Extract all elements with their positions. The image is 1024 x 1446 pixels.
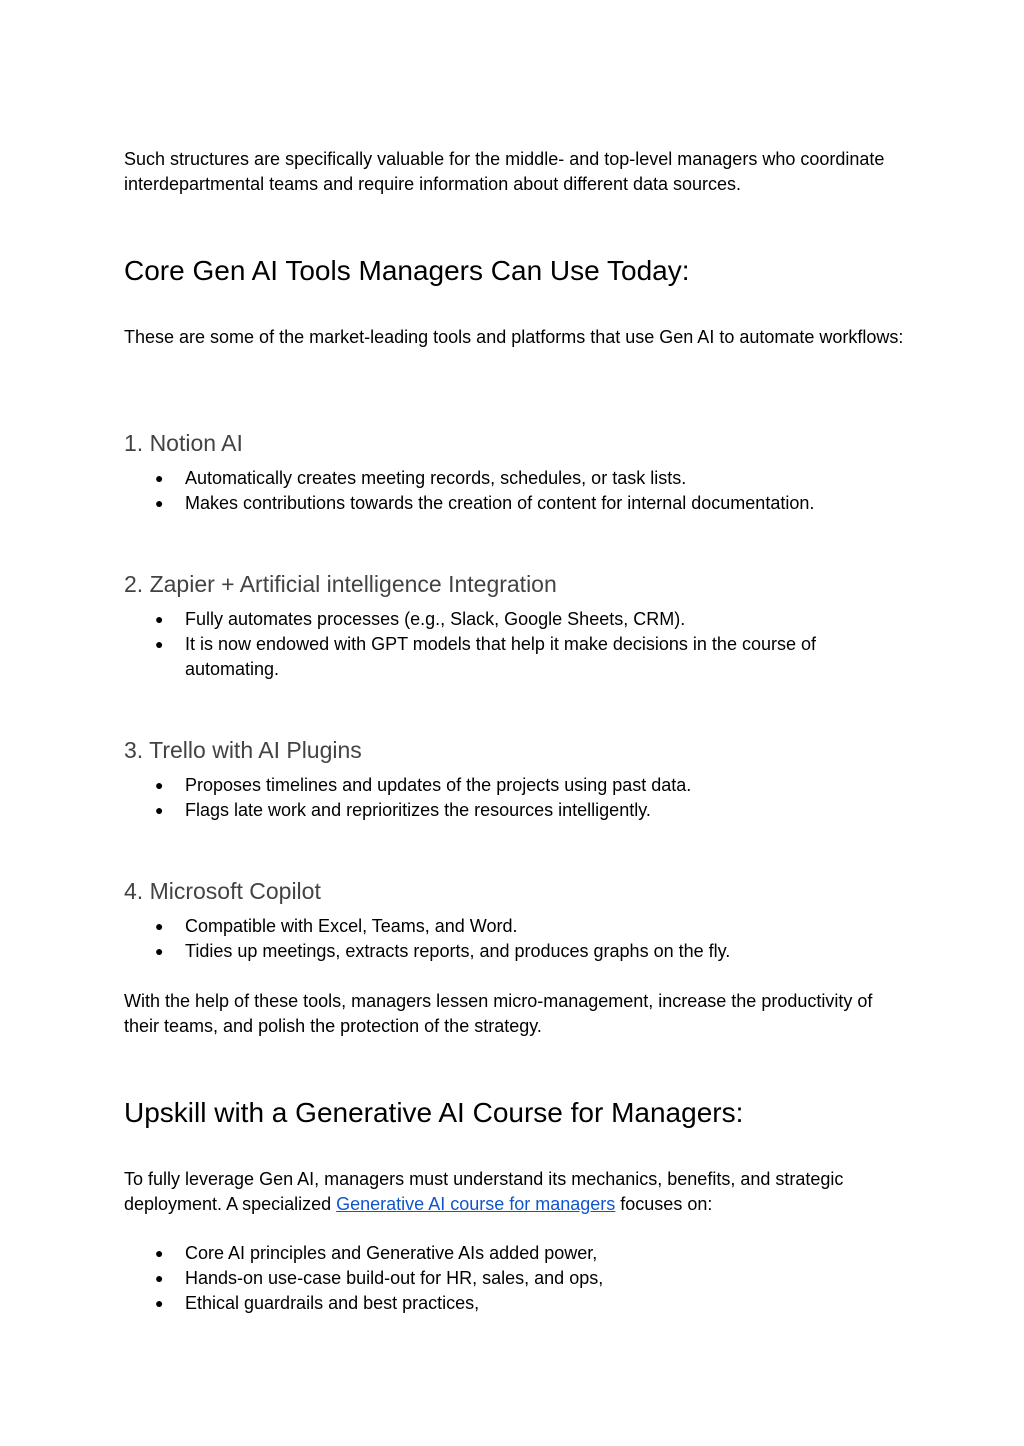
bullet-dot-icon: ● <box>155 1245 164 1261</box>
bullet-dot-icon: ● <box>155 495 164 511</box>
upskill-paragraph-block <box>124 1167 904 1217</box>
bullet-dot-icon: ● <box>155 1270 164 1286</box>
list-item-text: Tidies up meetings, extracts reports, and produces graphs on the fly. <box>185 941 731 961</box>
list-item-text: Flags late work and reprioritizes the resources intelligently. <box>185 800 651 820</box>
bullet-list <box>124 773 904 823</box>
tool-notion-bullets <box>124 466 904 516</box>
intro-paragraph-block <box>124 147 904 197</box>
bullet-dot-icon: ● <box>155 918 164 934</box>
tool-zapier-bullets <box>124 607 904 682</box>
list-item <box>124 632 904 682</box>
list-item <box>124 1291 904 1316</box>
tools-intro-paragraph: These are some of the market-leading tools and platforms that use Gen AI to automate workflows: <box>124 327 904 347</box>
bullet-list <box>124 607 904 682</box>
list-item-text: Fully automates processes (e.g., Slack, Google Sheets, CRM). <box>185 609 686 629</box>
bullet-dot-icon: ● <box>155 802 164 818</box>
bullet-dot-icon: ● <box>155 1295 164 1311</box>
bullet-list <box>124 1241 904 1316</box>
upskill-paragraph-text-after: focuses on: <box>615 1194 713 1214</box>
list-item-text: Proposes timelines and updates of the projects using past data. <box>185 775 692 795</box>
tools-intro-block <box>124 325 904 350</box>
bullet-list <box>124 914 904 964</box>
upskill-paragraph-text-before: To fully leverage Gen AI, managers must understand its mechanics, benefits, and strategic deployment. A specialized <box>124 1169 844 1214</box>
list-item <box>124 607 904 632</box>
tools-summary-block <box>124 989 904 1039</box>
tool-title-trello: 3. Trello with AI Plugins <box>124 737 362 763</box>
tool-title-zapier: 2. Zapier + Artificial intelligence Integration <box>124 571 557 597</box>
generative-ai-course-link[interactable]: Generative AI course for managers <box>336 1194 616 1214</box>
upskill-section-heading: Upskill with a Generative AI Course for Managers: <box>124 1097 744 1128</box>
tools-summary-paragraph: With the help of these tools, managers lessen micro-management, increase the productivity of their teams, and polish the protection of the strategy. <box>124 991 873 1036</box>
tool-title-copilot: 4. Microsoft Copilot <box>124 878 321 904</box>
bullet-dot-icon: ● <box>155 777 164 793</box>
list-item-text: Ethical guardrails and best practices, <box>185 1293 480 1313</box>
bullet-dot-icon: ● <box>155 636 164 652</box>
list-item-text: Automatically creates meeting records, schedules, or task lists. <box>185 468 687 488</box>
list-item <box>124 939 904 964</box>
upskill-paragraph <box>124 1167 904 1217</box>
intro-paragraph: Such structures are specifically valuable for the middle- and top-level managers who coordinate interdepartmental teams and require information about different data sources. <box>124 149 885 194</box>
tool-copilot-bullets <box>124 914 904 964</box>
list-item <box>124 798 904 823</box>
list-item <box>124 773 904 798</box>
list-item <box>124 1266 904 1291</box>
list-item <box>124 914 904 939</box>
tool-copilot-block <box>124 877 904 905</box>
upskill-bullets <box>124 1241 904 1316</box>
bullet-dot-icon: ● <box>155 611 164 627</box>
tool-trello-bullets <box>124 773 904 823</box>
upskill-heading-block <box>124 1096 904 1130</box>
list-item-text: Hands-on use-case build-out for HR, sales, and ops, <box>185 1268 604 1288</box>
tool-notion-block <box>124 429 904 457</box>
list-item <box>124 466 904 491</box>
list-item <box>124 491 904 516</box>
list-item-text: Core AI principles and Generative AIs added power, <box>185 1243 598 1263</box>
list-item-text: It is now endowed with GPT models that help it make decisions in the course of automating. <box>185 634 816 679</box>
tools-section-heading: Core Gen AI Tools Managers Can Use Today: <box>124 255 690 286</box>
tools-heading-block <box>124 254 904 288</box>
list-item-text: Compatible with Excel, Teams, and Word. <box>185 916 518 936</box>
tool-zapier-block <box>124 570 904 598</box>
list-item <box>124 1241 904 1266</box>
bullet-list <box>124 466 904 516</box>
tool-trello-block <box>124 736 904 764</box>
bullet-dot-icon: ● <box>155 943 164 959</box>
tool-title-notion: 1. Notion AI <box>124 430 243 456</box>
list-item-text: Makes contributions towards the creation of content for internal documentation. <box>185 493 815 513</box>
bullet-dot-icon: ● <box>155 470 164 486</box>
